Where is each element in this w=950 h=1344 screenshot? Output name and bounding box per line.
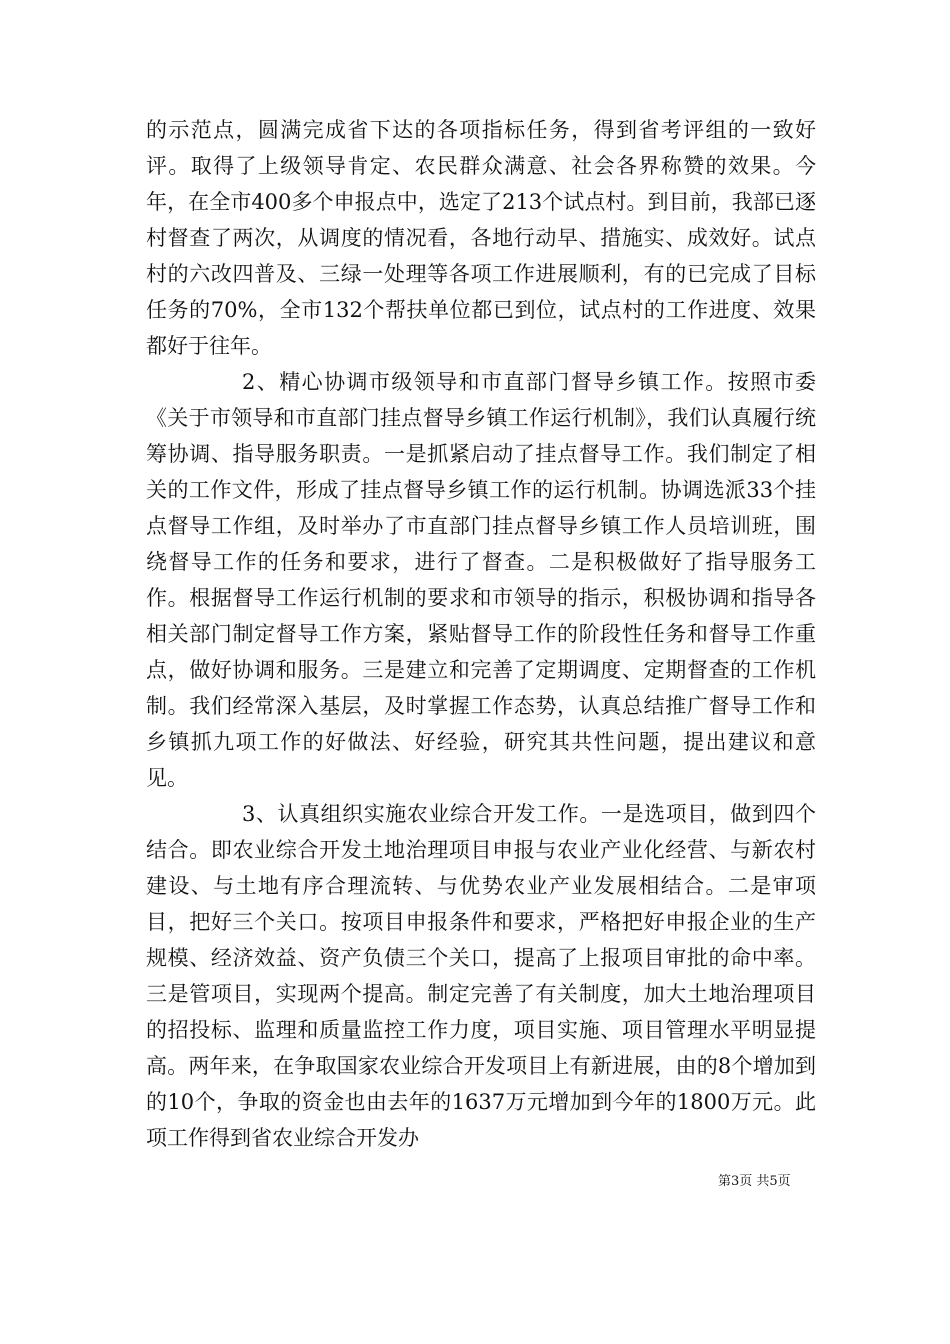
document-body	[146, 112, 816, 1156]
paragraph-1-text: 的示范点，圆满完成省下达的各项指标任务，得到省考评组的一致好评。取得了上级领导肯定、农民群众满意、社会各界称赞的效果。今年，在全市400多个申报点中，选定了213个试点村。到目前，我部已逐村督查了两次，从调度的情况看，各地行动早、措施实、成效好。试点村的六改四普及、三绿一处理等各项工作进展顺利，有的已完成了目标任务的70%，全市132个帮扶单位都已到位，试点村的工作进度、效果都好于往年。	[146, 118, 816, 358]
paragraph-2-text: 2、精心协调市级领导和市直部门督导乡镇工作。按照市委《关于市领导和市直部门挂点督导乡镇工作运行机制》，我们认真履行统筹协调、指导服务职责。一是抓紧启动了挂点督导工作。我们制定了相关的工作文件，形成了挂点督导乡镇工作的运行机制。协调选派33个挂点督导工作组，及时举办了市直部门挂点督导乡镇工作人员培训班，围绕督导工作的任务和要求，进行了督查。二是积极做好了指导服务工作。根据督导工作运行机制的要求和市领导的指示，积极协调和指导各相关部门制定督导工作方案，紧贴督导工作的阶段性任务和督导工作重点，做好协调和服务。三是建立和完善了定期调度、定期督查的工作机制。我们经常深入基层，及时掌握工作态势，认真总结推广督导工作和乡镇抓九项工作的好做法、好经验，研究其共性问题，提出建议和意见。	[146, 370, 816, 790]
paragraph-3	[146, 796, 816, 1156]
paragraph-2	[146, 364, 816, 796]
paragraph-3-text: 3、认真组织实施农业综合开发工作。一是选项目，做到四个结合。即农业综合开发土地治理项目申报与农业产业化经营、与新农村建设、与土地有序合理流转、与优势农业产业发展相结合。二是审项目，把好三个关口。按项目申报条件和要求，严格把好申报企业的生产规模、经济效益、资产负债三个关口，提高了上报项目审批的命中率。三是管项目，实现两个提高。制定完善了有关制度，加大土地治理项目的招投标、监理和质量监控工作力度，项目实施、项目管理水平明显提高。两年来，在争取国家农业综合开发项目上有新进展，由的8个增加到的10个，争取的资金也由去年的1637万元增加到今年的1800万元。此项工作得到省农业综合开发办	[146, 802, 816, 1150]
page-number-footer: 第3页 共5页	[718, 1174, 791, 1189]
paragraph-1	[146, 112, 816, 364]
